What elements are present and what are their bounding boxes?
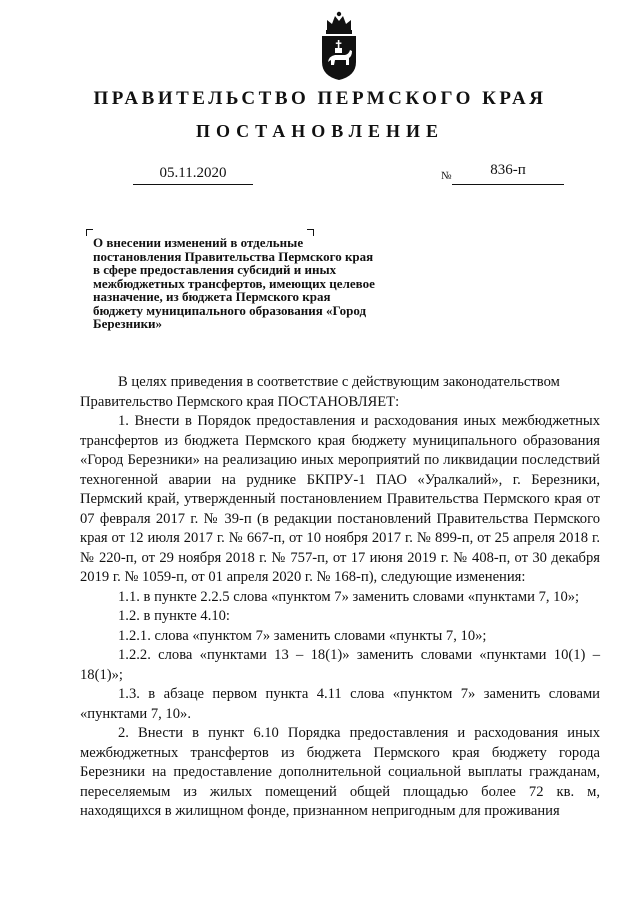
document-subject: О внесении изменений в отдельные постановления Правительства Пермского края в сфере предоставления субсидий и иных межбюджетных трансфертов, имеющих целевое назначение, из бюджета Пермского края бюджету муниципального образования «Город Березники» bbox=[93, 235, 375, 331]
body-paragraph: 1.1. в пункте 2.2.5 слова «пунктом 7» заменить словами «пунктами 7, 10»; bbox=[118, 588, 580, 605]
subject-corner-left bbox=[86, 229, 93, 236]
document-date: 05.11.2020 bbox=[133, 165, 253, 185]
perm-krai-coat-of-arms-icon bbox=[318, 10, 360, 82]
document-number: 836-п bbox=[452, 162, 564, 185]
body-paragraph: 2. Внести в пункт 6.10 Порядка предоставления и расходования иных межбюджетных трансфертов из бюджета Пермского края бюджету города Березники на предоставление дополнительной социальной выплаты гражданам, переселяемым из жилых помещений общей площадью более 72 кв. м, находящихся в жилищном фонде, признанном непригодным для проживания bbox=[80, 725, 600, 819]
body-paragraph: 1. Внести в Порядок предоставления и расходования иных межбюджетных трансфертов из бюджета Пермского края бюджету муниципального образования «Город Березники» на реализацию иных мероприятий по ликвидации последствий техногенной аварии на руднике БКПРУ-1 ПАО «Уралкалий», г. Березники, Пермский край, утвержденный постановлением Правительства Пермского края от 07 февраля 2017 г. № 39-п (в редакции постановлений Правительства Пермского края от 12 июля 2017 г. № 667-п, от 10 ноября 2017 г. № 899-п, от 25 апреля 2018 г. № 220-п, от 29 ноября 2018 г. № 757-п, от 17 июня 2019 г. № 408-п, от 30 декабря 2019 г. № 1059-п, от 01 апреля 2020 г. № 168-п), следующие изменения: bbox=[80, 413, 600, 585]
subject-corner-right bbox=[307, 229, 314, 236]
body-paragraph: 1.2.2. слова «пунктами 13 – 18(1)» заменить словами «пунктами 10(1) – 18(1)»; bbox=[80, 647, 600, 683]
body-paragraph: Правительство Пермского края ПОСТАНОВЛЯЕТ: bbox=[80, 393, 400, 410]
number-sign: № bbox=[441, 170, 452, 182]
document-type: ПОСТАНОВЛЕНИЕ bbox=[195, 121, 445, 141]
government-title: ПРАВИТЕЛЬСТВО ПЕРМСКОГО КРАЯ bbox=[93, 88, 547, 109]
body-paragraph: 1.3. в абзаце первом пункта 4.11 слова «пунктом 7» заменить словами «пунктами 7, 10». bbox=[80, 686, 600, 722]
body-paragraph: 1.2. в пункте 4.10: bbox=[118, 608, 230, 624]
body-paragraph: 1.2.1. слова «пунктом 7» заменить словами «пункты 7, 10»; bbox=[118, 627, 487, 644]
document-body bbox=[80, 373, 600, 822]
body-paragraph: В целях приведения в соответствие с действующим законодательством bbox=[118, 374, 560, 390]
